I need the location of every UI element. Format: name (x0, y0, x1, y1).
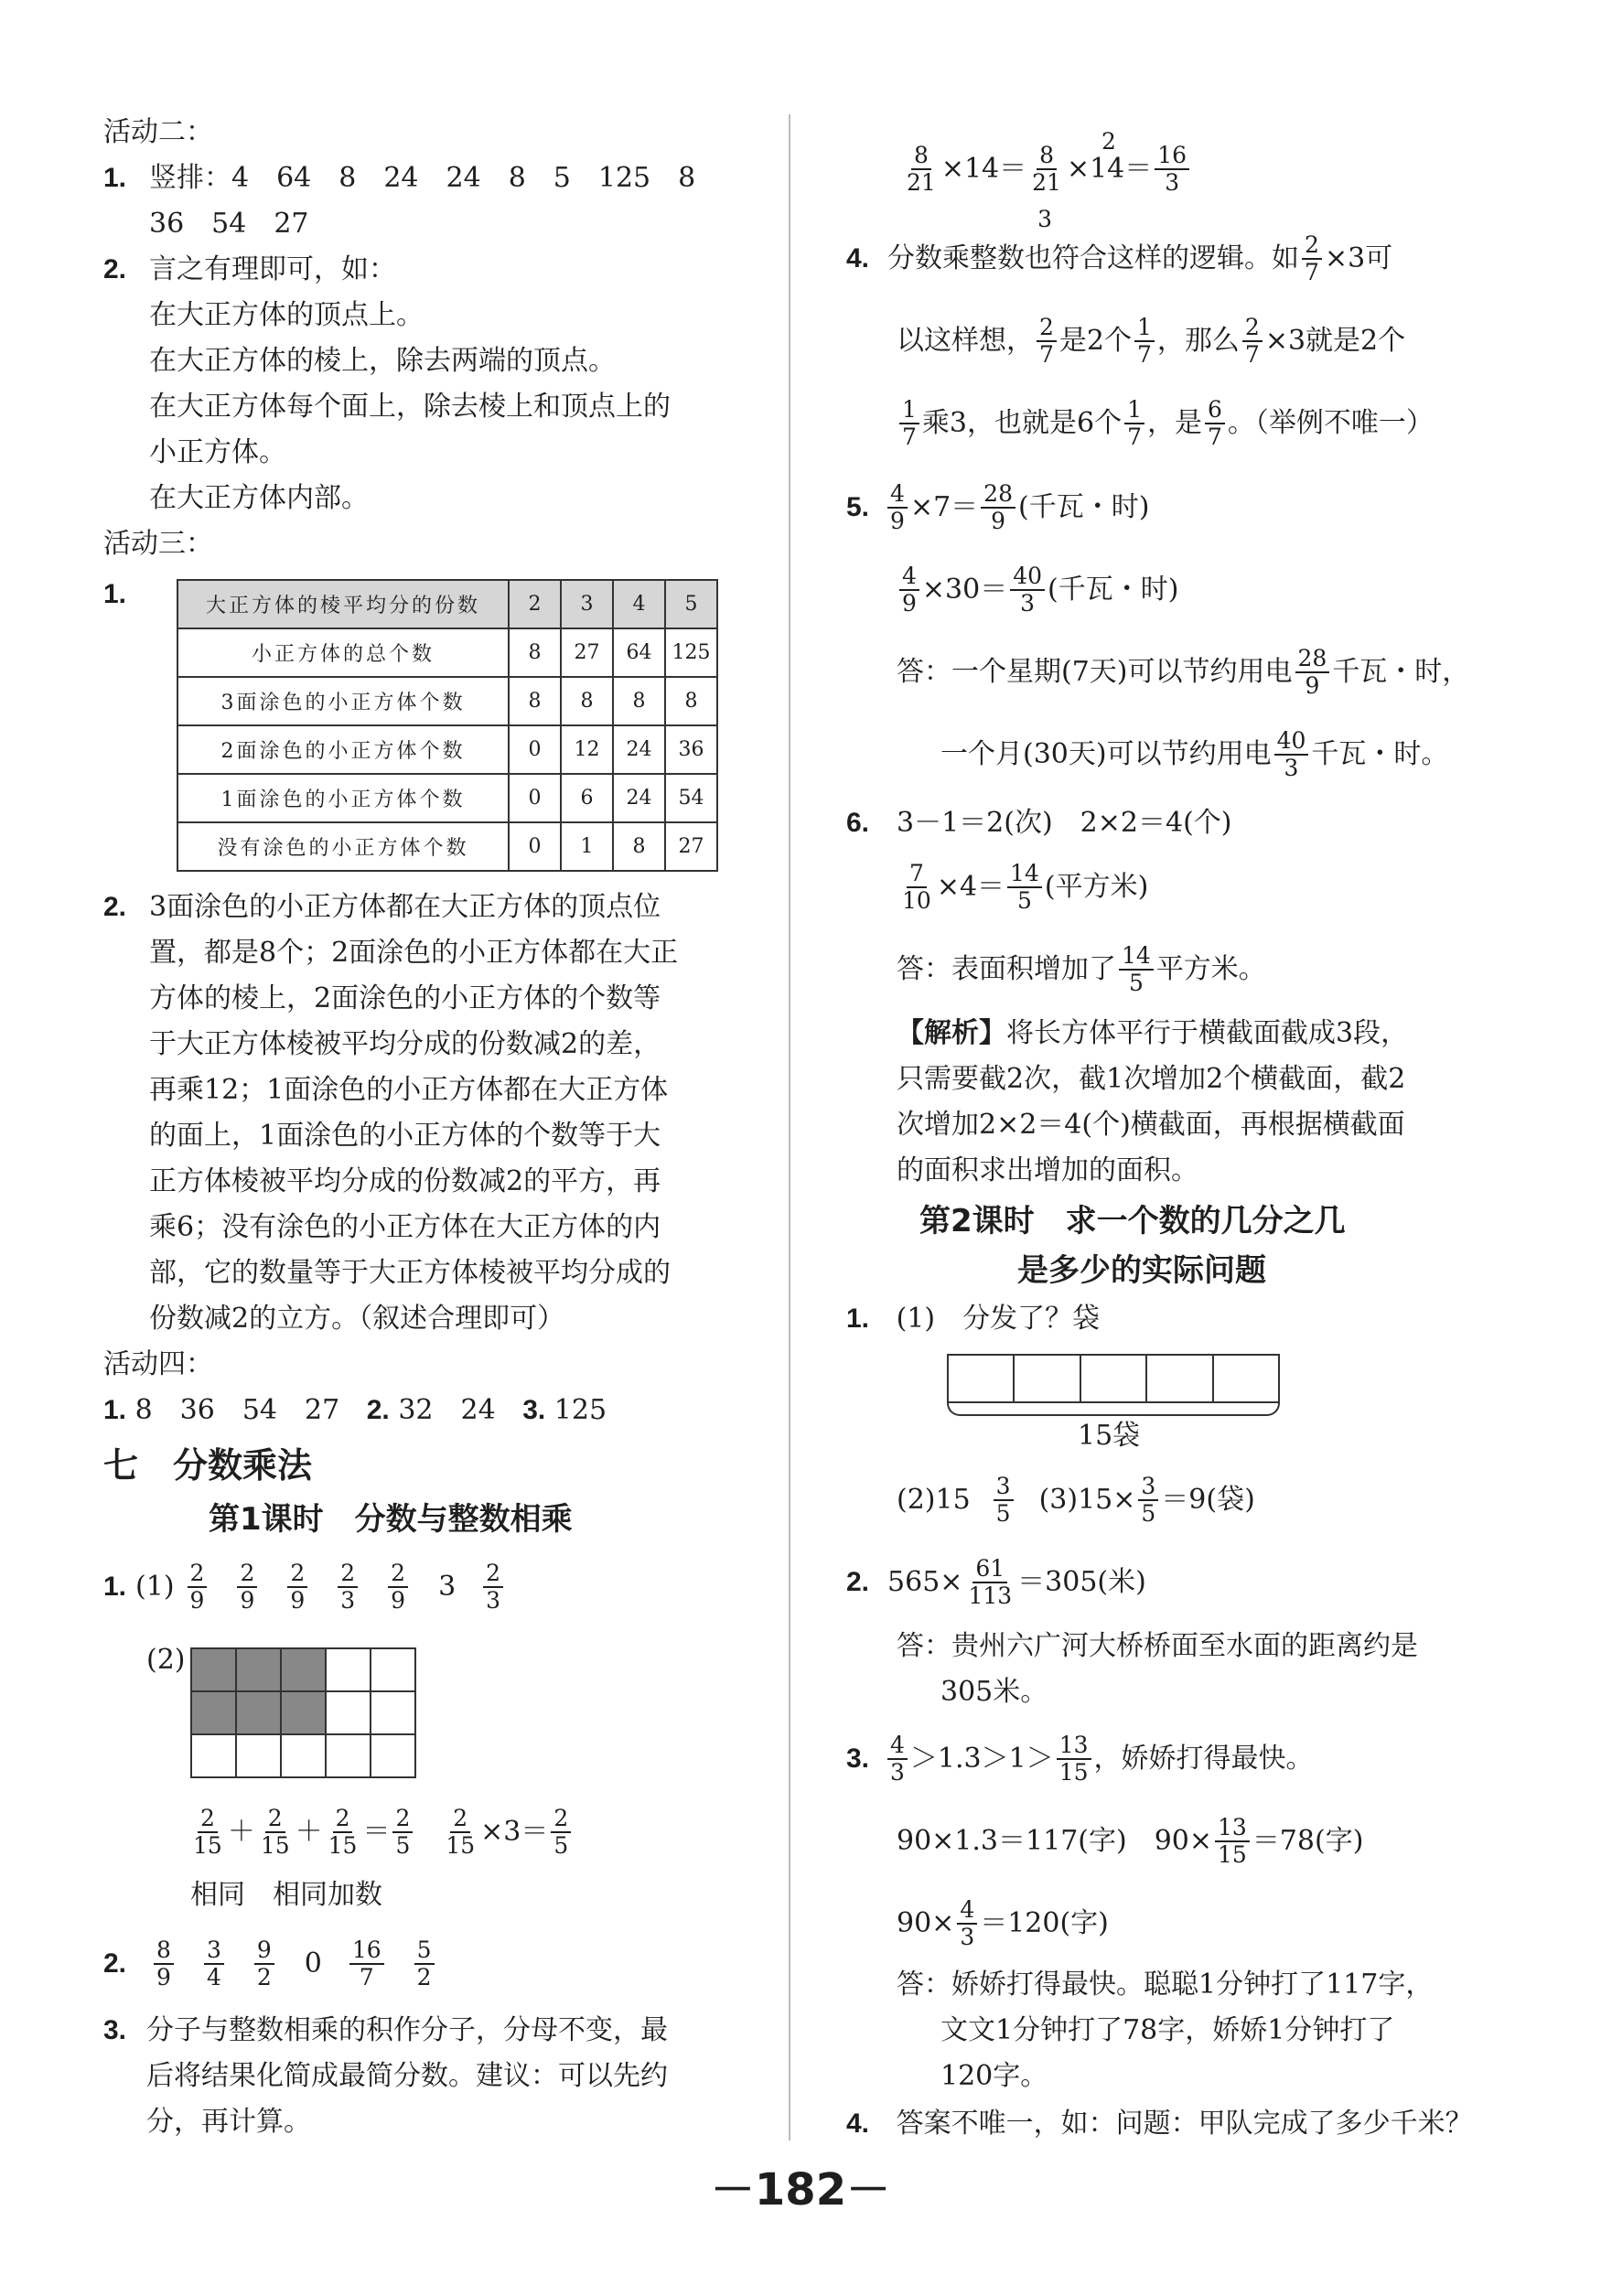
q4-line (846, 2106, 1473, 2142)
table-cell: 8 (613, 822, 665, 871)
r-q4-line2 (897, 309, 1405, 373)
a3-q2-line: 份数减2的立方。（叙述合理即可） (149, 1303, 565, 1335)
table-cell: 8 (613, 677, 665, 725)
fraction: 2 3 (338, 1561, 358, 1614)
q2-answer-line: 答：贵州六广河大桥桥面至水面的距离约是 (897, 1630, 1418, 1662)
fraction: 40 3 (1010, 563, 1045, 617)
fraction: $\frac{61}{113}$ (968, 1555, 1013, 1609)
bar-bracket (947, 1400, 1280, 1416)
r-q5-answer-2 (940, 723, 1448, 787)
a3-q2-line: 再乘12；1面涂色的小正方体都在大正方体 (149, 1074, 669, 1106)
text: 千瓦・时， (1332, 656, 1470, 688)
r-q6-number: 6. (846, 808, 870, 838)
fraction: 2 15 (260, 1805, 290, 1859)
r-analysis-line: 只需要截2次，截1次增加2个横截面，截2 (897, 1063, 1406, 1095)
text: 将长方体平行于横截面截成3段， (1006, 1017, 1409, 1049)
table-cell: 1面涂色的小正方体个数 (177, 774, 509, 822)
a3-q2-line: 方体的棱上，2面涂色的小正方体的个数等 (149, 982, 661, 1014)
text: ＞1.3＞1＞ (909, 1743, 1054, 1775)
fraction: 14 5 (1007, 861, 1042, 914)
a2-q1-text: 竖排：4 64 8 24 24 8 5 125 8 (149, 162, 696, 194)
text: 分数乘整数也符合这样的逻辑。如 (887, 242, 1300, 274)
q3-answer-line: 120字。 (940, 2060, 1048, 2092)
cancel-result-top: 2 (1101, 128, 1116, 155)
table-cell: 小正方体的总个数 (177, 628, 509, 677)
operator: ×14＝ (940, 153, 1027, 185)
l1-q1-number: 1. (103, 1572, 127, 1602)
table-cell: 0 (509, 822, 561, 871)
fraction: $\frac{4}{9}$ (887, 481, 908, 534)
bar-total-label: 15袋 (1078, 1420, 1141, 1452)
q2-number: 2. (846, 1567, 870, 1597)
q1-number: 1. (846, 1304, 870, 1334)
lesson-2-title-2: 是多少的实际问题 (1017, 1252, 1266, 1289)
lesson-1-title: 第1课时 分数与整数相乘 (209, 1501, 573, 1538)
operator: ×3＝ (480, 1816, 549, 1848)
fraction: 2 5 (392, 1806, 413, 1859)
fraction: 8 9 (154, 1937, 174, 1990)
table-header-row (177, 580, 717, 628)
q2-answer-line: 305米。 (940, 1676, 1048, 1708)
fraction: $\frac{8}{21}$ (907, 142, 936, 196)
a3-q2-line: 正方体棱被平均分成的份数减2的平方，再 (149, 1165, 661, 1197)
operator: ×4＝ (936, 871, 1005, 903)
fraction: $\frac{4}{9}$ (899, 563, 919, 617)
q3-line1 (846, 1727, 1314, 1791)
l1-q3-number: 3. (103, 2015, 127, 2045)
text: 答：一个星期(7天)可以节约用电 (897, 656, 1293, 688)
text: ＝120(字) (980, 1907, 1109, 1939)
q3-answer-line: 答：娇娇打得最快。聪聪1分钟打了117字， (897, 1969, 1434, 2001)
table-cell: 24 (613, 725, 665, 774)
activity-4-heading: 活动四： (103, 1348, 213, 1380)
r-top-equation: $\frac{8}{21}$ ×14＝ $\frac{8}{21}$ 3 ×14 2 ＝ 16 3 (901, 128, 1192, 210)
fraction: 1 7 (1124, 397, 1144, 450)
fraction: 2 9 (388, 1561, 408, 1614)
text: 千瓦・时。 (1311, 738, 1449, 770)
q3-number: 3. (846, 1743, 870, 1774)
table-cell: 8 (561, 677, 613, 725)
text: 平方米。 (1155, 953, 1266, 985)
a3-q2-line: 的面上，1面涂色的小正方体的个数等于大 (149, 1120, 661, 1152)
r-q5-eq1 (846, 476, 1149, 540)
q3-eq1 (897, 1809, 1363, 1873)
operator: ×30＝ (921, 574, 1008, 606)
fraction: 2 9 (237, 1561, 257, 1614)
table-cell: 36 (665, 725, 717, 774)
fraction: 40 3 (1274, 728, 1309, 781)
table-cell: 0 (509, 774, 561, 822)
fraction: 14 5 (1119, 943, 1154, 996)
shaded-grid (190, 1647, 416, 1778)
r-q6-line1: 3－1＝2(次) 2×2＝4(个) (897, 807, 1232, 839)
table-cell: 8 (665, 677, 717, 725)
text: 答：表面积增加了 (897, 953, 1116, 985)
fraction: $\frac{7}{10}$ (902, 860, 931, 914)
text: ＝9(袋) (1161, 1484, 1255, 1516)
table-row (177, 822, 717, 871)
fraction: $\frac{4}{3}$ (957, 1897, 977, 1950)
text: (3)15× (1038, 1484, 1136, 1516)
cancel-group (1026, 142, 1067, 232)
l1-q3-line: 后将结果化简成最简分数。建议：可以先约 (146, 2060, 668, 2092)
page-number: －182－ (710, 2164, 891, 2216)
r-q4-line1 (846, 227, 1392, 291)
l1-q3-line: 分子与整数相乘的积作分子，分母不变，最 (146, 2014, 668, 2046)
l1-q3-line: 分，再计算。 (146, 2106, 311, 2138)
fraction: 13 15 (1057, 1733, 1091, 1786)
table-cell: 6 (561, 774, 613, 822)
analysis-tag: 【解析】 (897, 1017, 1006, 1049)
text: (1) 分发了？袋 (896, 1303, 1101, 1335)
table-cell: 4 (613, 580, 665, 628)
table-row (177, 677, 717, 725)
table-cell: 27 (665, 822, 717, 871)
activity-2-heading: 活动二： (103, 116, 213, 148)
text: 565× (887, 1566, 963, 1598)
table-cell: 没有涂色的小正方体个数 (177, 822, 509, 871)
a3-q1-number: 1. (103, 579, 127, 609)
r-analysis-line: 的面积求出增加的面积。 (897, 1154, 1198, 1186)
table-cell: 2 (509, 580, 561, 628)
text: 90× (897, 1907, 955, 1939)
r-q5-eq2 (897, 558, 1178, 622)
cancel-result-bottom: 3 (1037, 206, 1053, 232)
text: ，那么 (1156, 325, 1240, 357)
fraction: $\frac{13}{15}$ (1215, 1815, 1250, 1868)
table-cell: 24 (613, 774, 665, 822)
a2-q1-text-2: 36 54 27 (149, 208, 309, 240)
a4-q2-number: 2. (366, 1395, 390, 1425)
fraction: 4 3 (887, 1733, 908, 1786)
a4-q3-text: 125 (553, 1394, 607, 1426)
text: (2)15 (897, 1484, 971, 1516)
text: ，娇娇打得最快。 (1093, 1743, 1314, 1775)
unit: (千瓦・时) (1017, 491, 1150, 523)
a2-q1-number: 1. (103, 163, 127, 193)
text: ×3可 (1324, 242, 1393, 274)
fraction: 2 9 (188, 1561, 208, 1614)
fraction: 2 5 (551, 1806, 571, 1859)
table-cell: 8 (509, 628, 561, 677)
table-cell: 54 (665, 774, 717, 822)
r-q6-eq (897, 855, 1148, 919)
fraction: 9 2 (254, 1937, 274, 1990)
a3-q2-line: 部，它的数量等于大正方体棱被平均分成的 (149, 1257, 671, 1289)
fraction: 6 7 (1205, 397, 1225, 450)
table-cell: 64 (613, 628, 665, 677)
text: ＝305(米) (1017, 1566, 1146, 1598)
table-cell: 3 (561, 580, 613, 628)
a3-q2-number: 2. (103, 892, 127, 922)
fraction: 2 15 (328, 1805, 358, 1859)
column-divider (789, 114, 790, 2140)
fraction: 28 9 (1295, 646, 1330, 699)
q4-number: 4. (846, 2108, 870, 2139)
cube-count-table (177, 579, 718, 872)
unit: (平方米) (1044, 871, 1149, 903)
text: 答案不唯一，如：问题：甲队完成了多少千米？ (896, 2108, 1473, 2140)
a2-q2-line: 在大正方体的顶点上。 (149, 299, 424, 331)
text: 。（举例不唯一） (1227, 407, 1434, 439)
table-cell: 12 (561, 725, 613, 774)
a2-q2-line: 在大正方体每个面上，除去棱上和顶点上的 (149, 391, 671, 423)
table-row (177, 628, 717, 677)
r-analysis-line-1 (897, 1015, 1408, 1052)
q3-eq2 (897, 1892, 1109, 1956)
text: ×3就是2个 (1264, 325, 1406, 357)
q1-line1 (846, 1301, 1100, 1337)
fraction: $\frac{2}{7}$ (1242, 315, 1263, 368)
fraction: $\frac{2}{7}$ (1302, 232, 1322, 285)
a4-answers (103, 1392, 607, 1429)
r-q6-answer (897, 938, 1266, 1002)
r-analysis-line: 次增加2×2＝4(个)横截面，再根据横截面 (897, 1109, 1405, 1141)
fraction: 3 4 (204, 1937, 224, 1990)
a2-q2-line: 言之有理即可，如： (149, 253, 396, 285)
l1-q1-p1-label: (1) (135, 1571, 175, 1603)
fraction: 2 3 (483, 1561, 503, 1614)
unit: (千瓦・时) (1048, 574, 1179, 606)
fraction: 2 9 (287, 1561, 307, 1614)
fraction: 1 7 (899, 397, 919, 450)
l1-q1-three: 3 (438, 1571, 457, 1603)
r-q5-number: 5. (846, 492, 870, 522)
r-q4-line3 (897, 392, 1434, 456)
text: 90×1.3＝117(字) 90× (897, 1825, 1212, 1857)
activity-3-heading: 活动三： (103, 528, 213, 560)
text: ＝78(字) (1252, 1825, 1364, 1857)
table-row (177, 774, 717, 822)
text: 一个月(30天)可以节约用电 (940, 738, 1272, 770)
table-cell: 1 (561, 822, 613, 871)
fraction: 16 3 (1155, 143, 1189, 196)
text: 以这样想， (897, 325, 1034, 357)
table-cell: 8 (509, 677, 561, 725)
fraction: 5 2 (414, 1937, 435, 1990)
l1-q1-part1 (103, 1555, 506, 1619)
a4-q1-number: 1. (103, 1395, 127, 1425)
fraction: $\frac{8}{21}$ (1032, 142, 1061, 196)
fraction: 16 7 (349, 1937, 384, 1990)
a4-q2-text: 32 24 (398, 1394, 496, 1426)
l1-q2-number: 2. (103, 1948, 127, 1979)
segment-bar (947, 1354, 1280, 1403)
a3-q2-line: 乘6；没有涂色的小正方体在大正方体的内 (149, 1211, 661, 1243)
a3-q2-line: 于大正方体棱被平均分成的份数减2的差， (149, 1028, 661, 1060)
r-q4-number: 4. (846, 243, 870, 274)
q1-line2 (897, 1468, 1255, 1532)
a2-q2-line: 小正方体。 (149, 436, 286, 468)
l1-q2-zero: 0 (304, 1947, 322, 1979)
l1-q1-p2-label: (2) (146, 1644, 186, 1676)
table-cell: 125 (665, 628, 717, 677)
fraction: 28 9 (981, 481, 1015, 534)
table-cell: 0 (509, 725, 561, 774)
table-cell: 3面涂色的小正方体个数 (177, 677, 509, 725)
q3-answer-line: 文文1分钟打了78字，娇娇1分钟打了 (940, 2014, 1395, 2046)
fraction: 3 5 (994, 1474, 1014, 1527)
fraction: 2 15 (193, 1805, 222, 1859)
fraction: $\frac{3}{5}$ (1138, 1474, 1158, 1527)
table-cell: 5 (665, 580, 717, 628)
a4-q3-number: 3. (522, 1395, 546, 1425)
table-cell: 27 (561, 628, 613, 677)
a4-q1-text: 8 36 54 27 (134, 1394, 340, 1426)
unit-7-title: 七 分数乘法 (103, 1445, 313, 1486)
l1-q1-equations: 2 15 ＋ 2 15 ＋ 2 15 ＝ 2 5 $\frac{2}{15}$ ×3＝ 2 5 (188, 1800, 574, 1864)
table-cell: 大正方体的棱平均分的份数 (177, 580, 509, 628)
text: 是2个 (1058, 325, 1132, 357)
text: ，是 (1147, 407, 1202, 439)
l1-q2 (103, 1932, 437, 1996)
lesson-2-title: 第2课时 求一个数的几分之几 (919, 1203, 1346, 1239)
a2-q2-number: 2. (103, 254, 127, 284)
text: 乘3，也就是6个 (921, 407, 1123, 439)
l1-q1-blank-answers: 相同 相同加数 (190, 1879, 382, 1911)
cancel-group: ×14 2 (1067, 151, 1124, 188)
a3-q2-line: 3面涂色的小正方体都在大正方体的顶点位 (149, 891, 661, 923)
q2-eq (846, 1550, 1146, 1615)
a3-q2-line: 置，都是8个；2面涂色的小正方体都在大正 (149, 937, 679, 969)
a2-q2-line: 在大正方体内部。 (149, 482, 369, 514)
table-cell: 2面涂色的小正方体个数 (177, 725, 509, 774)
fraction: $\frac{2}{15}$ (446, 1805, 476, 1859)
fraction: 2 7 (1037, 315, 1057, 368)
r-q5-answer-1 (897, 640, 1469, 704)
operator: ×7＝ (909, 491, 979, 523)
a2-q2-line: 在大正方体的棱上，除去两端的顶点。 (149, 345, 616, 377)
table-row (177, 725, 717, 774)
fraction: 1 7 (1134, 315, 1155, 368)
